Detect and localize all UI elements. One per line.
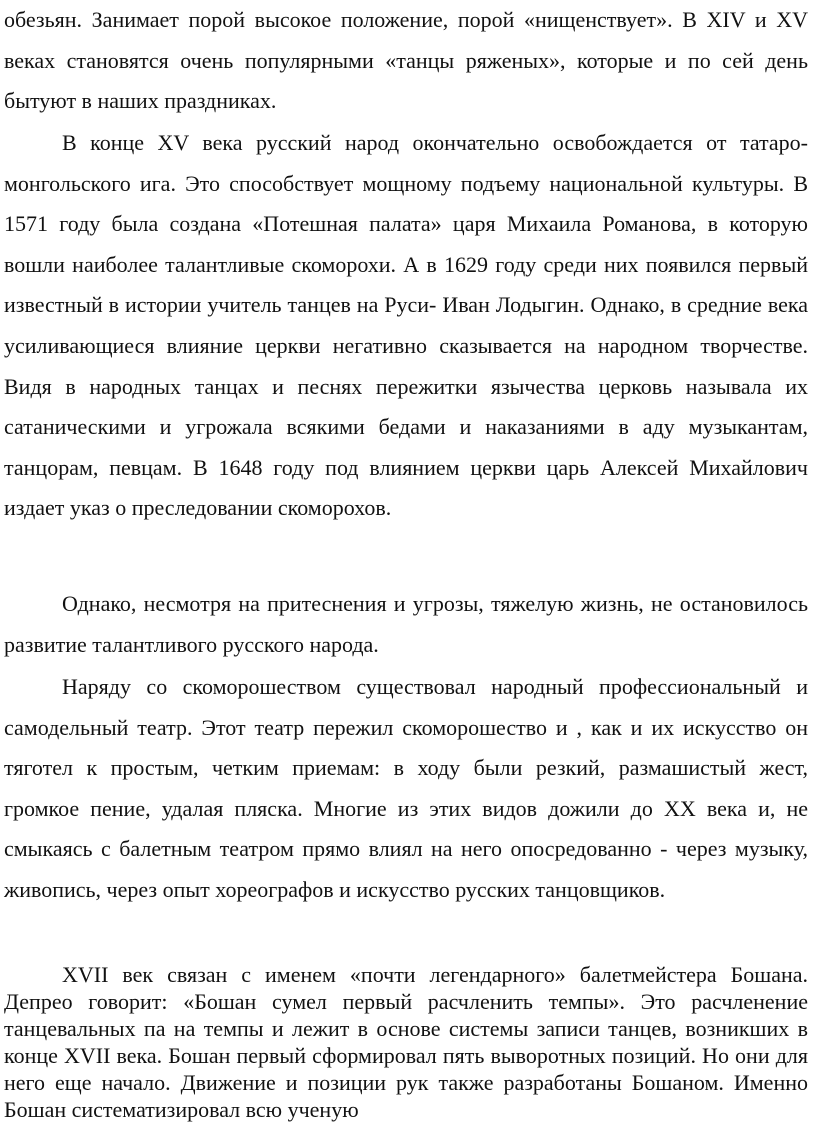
paragraph-despite-oppression: Однако, несмотря на притеснения и угрозы, тяжелую жизнь, не остановилось развитие талантливого русского народа. bbox=[4, 591, 808, 657]
paragraph-tatar-mongol-yoke: В конце XV века русский народ окончательно освобождается от татаро-монгольского ига. Это способствует мощному подъему национальной культуры. В 1571 году была создана «Потешная палата» царя Михаила Романова, в которую вошли наиболее талантливые скоморохи. А в 1629 году среди них появился первый известный в истории учитель танцев на Руси- Иван Лодыгин. Однако, в средние века усиливающиеся влияние церкви негативно сказывается на народном творчестве. Видя в народных танцах и песнях пережитки язычества церковь называла их сатаническими и угрожала всякими бедами и наказаниями в аду музыкантам, танцорам, певцам. В 1648 году под влиянием церкви царь Алексей Михайлович издает указ о преследовании скоморохов. bbox=[4, 130, 808, 521]
paragraph-beauchamp: XVII век связан с именем «почти легендарного» балетмейстера Бошана. Депрео говорит: «Бошан сумел первый расчленить темпы». Это расчленение танцевальных па на темпы и лежит в основе системы записи танцев, возникших в конце XVII века. Бошан первый сформировал пять выворотных позиций. Но они для него еще начало. Движение и позиции рук также разработаны Бошаном. Именно Бошан систематизировал всю ученую bbox=[4, 962, 808, 1122]
paragraph-continuation: обезьян. Занимает порой высокое положение, порой «нищенствует». В XIV и XV веках становятся очень популярными «танцы ряженых», которые и по сей день бытуют в наших праздниках. bbox=[4, 7, 808, 114]
paragraph-folk-theatre: Наряду со скоморошеством существовал народный профессиональный и самодельный театр. Этот театр пережил скоморошество и , как и их искусство он тяготел к простым, четким приемам: в ходу были резкий, размашистый жест, громкое пение, удалая пляска. Многие из этих видов дожили до XX века и, не смыкаясь с балетным театром прямо влиял на него опосредованно - через музыку, живопись, через опыт хореографов и искусство русских танцовщиков. bbox=[4, 674, 808, 902]
